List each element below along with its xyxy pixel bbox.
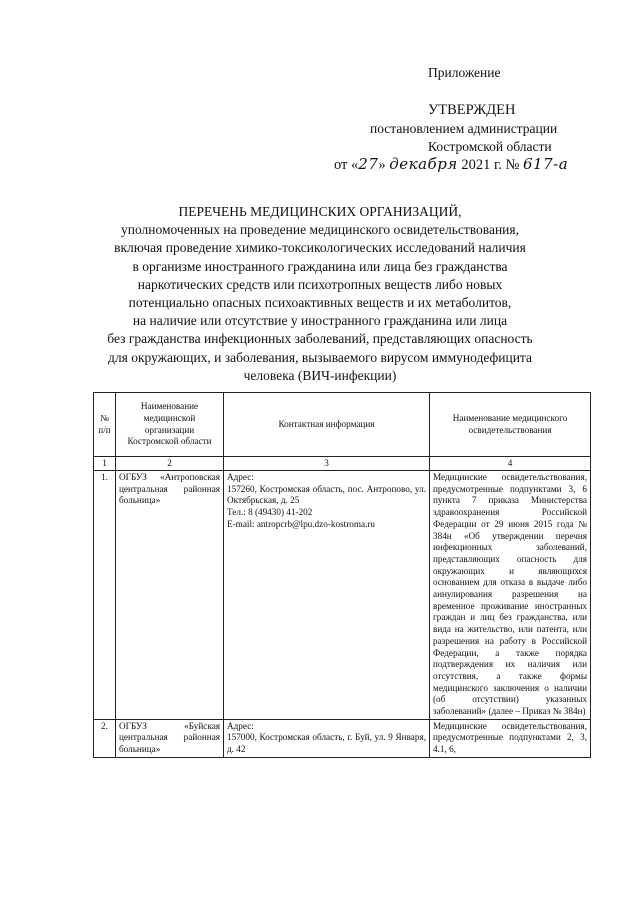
title-line: потенциально опасных психоактивных веществ и их метаболитов, [128, 295, 512, 311]
contact-info [224, 471, 430, 720]
title-line: на наличие или отсутствие у иностранного гражданина или лица [132, 313, 508, 329]
date-month-handwritten: декабря [389, 155, 458, 173]
header-organization: Наименование медицинской организации Костромской области [116, 393, 224, 457]
column-number: 1 [94, 457, 116, 471]
header-number: № п/п [94, 393, 116, 457]
date-prefix: от « [334, 157, 359, 173]
date-year: 2021 г. № [457, 157, 524, 173]
organization-name: ОГБУЗ «Антроповская центральная районная больница» [116, 471, 224, 720]
approved-label: УТВЕРЖДЕН [428, 102, 516, 118]
column-number-row [94, 457, 591, 471]
decree-date-line [334, 155, 568, 174]
header-contact: Контактная информация [224, 393, 430, 457]
examination-text: Медицинские освидетельствования, предусмотренные подпунктами 3, 6 пункта 7 приказа Министерства здравоохранения Российской Федерации от 29 июня 2015 года № 384н «Об утверждении перечня инфекционных заболеваний, представляющих опасность для окружающих и являющихся основанием для отказа в выдаче либо аннулирования разрешения на временное проживание иностранных граждан и лиц без гражданства, или вида на жительство, или патента, или разрешения на работу в Российской Федерации, а также порядка подтверждения их наличия или отсутствия, а также формы медицинского заключения о наличии (об отсутствии) указанных заболеваний» (далее – Приказ № 384н) [430, 471, 591, 720]
column-number: 4 [430, 457, 591, 471]
row-number: 1. [94, 471, 116, 720]
title-line: ПЕРЕЧЕНЬ МЕДИЦИНСКИХ ОРГАНИЗАЦИЙ, [178, 204, 462, 219]
address-text: 157000, Костромская область, г. Буй, ул. 9 Января, д. 42 [227, 732, 426, 755]
decree-number-handwritten: 617-а [523, 155, 569, 173]
title-line: уполномоченных на проведение медицинского освидетельствования, [120, 222, 519, 238]
title-line: включая проведение химико-токсикологических исследований наличия [114, 240, 526, 256]
examination-text: Медицинские освидетельствования, предусмотренные подпунктами 2, 3, 4.1, 6, [430, 719, 591, 757]
address-text: 157260, Костромская область, пос. Антропово, ул. Октябрьская, д. 25 [227, 483, 426, 506]
column-number: 3 [224, 457, 430, 471]
title-line: человека (ВИЧ-инфекции) [243, 367, 397, 383]
date-day-handwritten: 27 [358, 155, 379, 173]
region-line: Костромской области [428, 139, 552, 154]
column-number: 2 [116, 457, 224, 471]
organizations-table [93, 392, 591, 758]
address-label: Адрес: [227, 472, 254, 482]
title-line: наркотических средств или психотропных веществ либо новых [137, 276, 503, 292]
address-label: Адрес: [227, 720, 254, 731]
row-number: 2. [94, 719, 116, 757]
phone-text: Тел.: 8 (49430) 41-202 [227, 507, 313, 518]
decree-line: постановлением администрации [370, 121, 558, 136]
title-line: для окружающих, и заболевания, вызываемого вирусом иммунодефицита [108, 349, 532, 365]
email-text: E-mail: antropcrb@lpu.dzo-kostroma.ru [227, 518, 376, 529]
table-header-row [94, 393, 591, 457]
header-examination: Наименование медицинского освидетельствования [430, 393, 591, 457]
organization-name: ОГБУЗ «Буйская центральная районная больница» [116, 719, 224, 757]
table-row [94, 719, 591, 757]
table-row [94, 471, 591, 720]
document-title [40, 203, 600, 385]
appendix-label: Приложение [428, 65, 501, 80]
title-line: без гражданства инфекционных заболеваний, представляющих опасность [107, 331, 533, 347]
title-line: в организме иностранного гражданина или лица без гражданства [132, 258, 508, 274]
contact-info [224, 719, 430, 757]
date-mid: » [378, 157, 390, 173]
